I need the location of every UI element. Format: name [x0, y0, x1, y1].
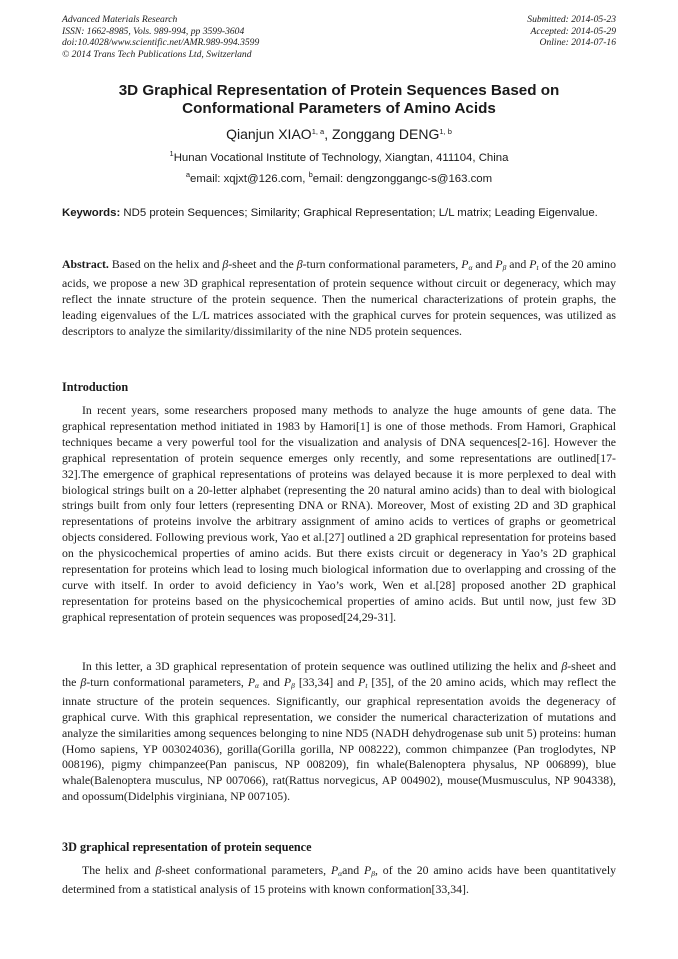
author-list — [62, 125, 616, 143]
paragraph-text: [35], of the 20 amino acids, which may reflect the innate structure of the protein sequences. Significantly, our graphical representation avoids the degeneracy of graphical curve. With this graphical representation, we consider the numerical characterization of mutations and analyze the similarities among sequences belonging to nine ND5 (NADH dehydrogenase sub unit 5) proteins: human (Homo sapiens, YP 003024036), gorilla(Gorilla gorilla, NP 008222), common chimpanzee (Pan troglodytes, NP 008196), pigmy chimpanzee(Pan paniscus, NP 008209), fin whale(Balenoptera physalus, NP 006899), blue whale(Balenoptera musculus, NP 007066), rat(Rattus norvegicus, AP 004902), mouse(Musmusculus, NP 904338), and opossum(Didelphis virginiana, NP 007105). — [62, 674, 616, 804]
introduction-heading: Introduction — [62, 380, 129, 394]
keywords-label: Keywords: — [62, 207, 121, 219]
author-superscript: 1, a — [311, 127, 325, 136]
paragraph-text: -turn conformational parameters, — [86, 674, 248, 689]
p-t-subscript: t — [536, 263, 539, 272]
affiliation-superscript: 1 — [169, 149, 174, 158]
affiliation-text: Hunan Vocational Institute of Technology, Xiangtan, 411104, China — [173, 152, 509, 164]
abstract-label: Abstract. — [62, 257, 109, 271]
email-superscript: a — [185, 170, 191, 179]
paragraph-text: In this letter, a 3D graphical representation of protein sequence was outlined utilizing the helix and — [82, 659, 562, 673]
journal-name: Advanced Materials Research — [62, 14, 178, 25]
paragraph-text: [33,34] and — [294, 674, 359, 689]
p-alpha-symbol: P — [247, 674, 256, 689]
author-emails — [62, 172, 616, 186]
abstract-text: -turn conformational parameters, — [302, 257, 462, 271]
paragraph-text: , of the 20 amino acids have been quantitatively determined from a statistical analysis of 15 proteins with known conformation[33,34]. — [62, 863, 616, 896]
email-b: email: dengzonggangc-s@163.com — [312, 173, 493, 185]
beta-symbol: β — [561, 659, 568, 673]
journal-issn: ISSN: 1662-8985, Vols. 989-994, pp 3599-3604 — [62, 25, 245, 37]
paragraph-text: -sheet and the — [62, 659, 616, 689]
paragraph-text: and — [342, 863, 365, 877]
online-date: Online: 2014-07-16 — [539, 37, 616, 49]
keywords — [62, 206, 616, 222]
p-alpha-symbol: P — [461, 257, 469, 271]
p-beta-symbol: P — [364, 863, 372, 877]
introduction-paragraph-1: In recent years, some researchers proposed many methods to analyze the huge amounts of gene data. The graphical representation method initiated in 1983 by Hamori[1] is one of those methods. From Hamori, Graphical techniques became a very powerful tool for the visualization and analysis of DNA sequences[2-16]. However the graphical representation of protein sequence emerges only recently, and some representations are outlined[17-32].The emergence of graphical representations of proteins was delayed because it is more perplexed to deal with biological strings built on a 20-letter alphabet (representing the 20 natural amino acids) than to deal with biological strings built from only four letters (representing DNA or RNA). Moreover, Most of existing 2D and 3D graphical representations of proteins involve the arbitrary assignment of amino acids to vertices of graphs or geometrical objects considered. Following previous work, Yao et al.[27] outlined a 2D graphical representation for proteins based on the physicochemical properties of amino acids. But there exists circuit or degeneracy in Yao’s 2D graphical representation for proteins which lead to losing much biological information due to overlapping and crossing of the curve with itself. In order to avoid deficiency in Yao’s work, Wen et al.[28] proposed another 2D graphical representation for proteins based on the physicochemical properties of amino acids. But until now, just few 3D graphical representation of protein sequences was proposed[24,29-31]. — [62, 403, 616, 624]
journal-header-right — [527, 14, 616, 49]
p-t-subscript: t — [365, 680, 368, 690]
p-beta-subscript: β — [371, 869, 375, 878]
section-2-paragraph-1 — [62, 863, 616, 898]
p-beta-symbol: P — [495, 257, 503, 271]
journal-doi: doi:10.4028/www.scientific.net/AMR.989-994.3599 — [62, 37, 260, 49]
paper-title-line-1: 3D Graphical Representation of Protein Sequences Based on — [118, 82, 560, 99]
author-superscript: 1, b — [439, 127, 452, 136]
paragraph-text: -sheet conformational parameters, — [161, 863, 331, 877]
author-separator: , — [324, 126, 332, 142]
author-name: Qianjun XIAO — [226, 126, 312, 142]
p-beta-symbol: P — [283, 674, 292, 689]
p-t-symbol: P — [529, 257, 537, 271]
abstract-text: -sheet and the — [228, 257, 297, 271]
p-alpha-subscript: α — [255, 680, 259, 690]
keywords-text: ND5 protein Sequences; Similarity; Graphical Representation; L/L matrix; Leading Eigenvalue. — [120, 207, 598, 219]
beta-symbol: β — [296, 257, 303, 271]
abstract-text: and — [472, 257, 496, 271]
email-superscript: b — [308, 170, 313, 179]
introduction-paragraph-2 — [62, 659, 616, 805]
paragraph-text: and — [258, 674, 284, 689]
author-name: Zonggang DENG — [331, 126, 440, 142]
email-a: email: xqjxt@126.com, — [190, 173, 309, 185]
beta-symbol: β — [155, 863, 162, 877]
accepted-date: Accepted: 2014-05-29 — [530, 25, 616, 37]
abstract-text: Based on the helix and — [108, 257, 223, 271]
paper-title — [62, 82, 616, 118]
p-alpha-symbol: P — [330, 863, 339, 877]
p-beta-subscript: β — [502, 263, 507, 272]
paragraph-text: The helix and — [82, 863, 156, 877]
abstract-text: of the 20 amino acids, we propose a new 3D graphical representation of protein sequence without circuit or degeneracy, which may reflect the innate structure of the protein sequence. Then the numerical characterizations of protein graphs, the leading eigenvalues of the L/L matrices associated with the graphical curves for protein sequences, was utilized as descriptors to analyze the similarity/dissimilarity of the nine ND5 protein sequences. — [62, 257, 616, 338]
beta-symbol: β — [222, 257, 229, 271]
abstract — [62, 257, 616, 340]
p-t-symbol: P — [358, 674, 366, 689]
p-beta-subscript: β — [291, 680, 295, 690]
beta-symbol: β — [80, 674, 87, 689]
journal-header-left — [62, 14, 259, 60]
affiliation — [62, 151, 616, 165]
paper-title-line-2: Conformational Parameters of Amino Acids — [182, 100, 496, 117]
section-2-heading: 3D graphical representation of protein sequence — [62, 840, 312, 854]
p-alpha-subscript: α — [468, 263, 473, 272]
abstract-text: and — [506, 257, 530, 271]
p-alpha-subscript: α — [338, 869, 343, 878]
submitted-date: Submitted: 2014-05-23 — [527, 14, 616, 25]
journal-copyright: © 2014 Trans Tech Publications Ltd, Switzerland — [62, 48, 252, 60]
